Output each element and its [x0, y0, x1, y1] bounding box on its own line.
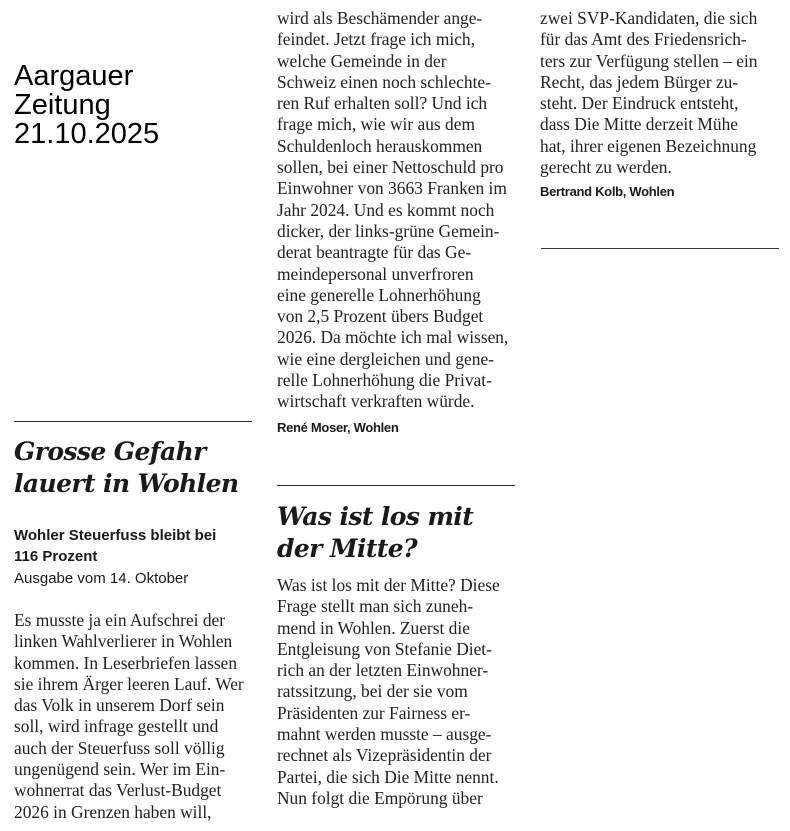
body-line: hat, ihrer eigenen Bezeichnung — [540, 135, 757, 156]
publication-name: Aargauer — [14, 60, 134, 92]
body-line: Jahr 2024. Und es kommt noch — [277, 199, 495, 220]
body-line: mahnt werden musste – ausge- — [277, 724, 492, 745]
body-line: Schuldenloch herauskommen — [277, 135, 483, 156]
body-line: wird als Beschämender ange- — [277, 8, 483, 28]
publication-stamp — [14, 62, 159, 149]
body-line: wie eine dergleichen und gene- — [277, 348, 494, 369]
body-line: auch der Steuerfuss soll völlig — [14, 737, 225, 758]
letter-2-author: Bertrand Kolb, Wohlen — [540, 184, 675, 199]
body-line: eine generelle Lohnerhöhung — [277, 284, 481, 305]
letter-1-body-col1 — [14, 610, 244, 823]
body-line: Schweiz einen noch schlechte- — [277, 71, 491, 92]
publication-name-line2: Zeitung — [14, 89, 111, 121]
letter-1-reference-title — [14, 525, 216, 567]
body-line: Einwohner von 3663 Franken im — [277, 178, 507, 199]
reference-title-line: 116 Prozent — [14, 548, 98, 565]
body-line: sie ihrem Ärger leeren Lauf. Wer — [14, 673, 244, 694]
body-line: ters zur Verfügung stellen – ein — [540, 50, 758, 71]
body-line: steht. Der Eindruck entsteht, — [540, 93, 739, 114]
body-line: rich an der letzten Einwohner- — [277, 660, 489, 681]
body-line: kommen. In Leserbriefen lassen — [14, 652, 238, 673]
body-line: ren Ruf erhalten soll? Und ich — [277, 93, 488, 114]
body-line: derat beantragte für das Ge- — [277, 242, 472, 263]
body-line: dass Die Mitte derzeit Mühe — [540, 114, 739, 135]
body-line: relle Lohnerhöhung die Privat- — [277, 370, 492, 391]
section-divider — [14, 421, 252, 422]
headline-line: Was ist los mit — [277, 502, 474, 531]
headline-line: der Mitte? — [277, 534, 418, 563]
body-line: linken Wahlverlierer in Wohlen — [14, 631, 233, 652]
body-line: wirtschaft verkraften würde. — [277, 391, 475, 412]
body-line: zwei SVP-Kandidaten, die sich — [540, 8, 758, 28]
body-line: Frage stellt man sich zuneh- — [277, 596, 474, 617]
body-line: für das Amt des Friedensrich- — [540, 29, 747, 50]
headline-line: Grosse Gefahr — [14, 437, 206, 466]
headline-line: lauert in Wohlen — [14, 469, 239, 498]
body-line: 2026 in Grenzen haben will, — [14, 801, 212, 822]
body-line: Partei, die sich Die Mitte nennt. — [277, 766, 499, 787]
letter-2-body-col3 — [540, 8, 757, 178]
body-line: wohnerrat das Verlust-Budget — [14, 780, 222, 801]
body-line: Recht, das jedem Bürger zu- — [540, 71, 739, 92]
body-line: sollen, bei einer Nettoschuld pro — [277, 157, 504, 178]
body-line: Nun folgt die Empörung über — [277, 787, 483, 808]
letter-2-body-col2 — [277, 575, 500, 809]
letter-2-headline — [277, 501, 473, 565]
body-line: gerecht zu werden. — [540, 157, 672, 178]
body-line: dicker, der links-grüne Gemein- — [277, 220, 500, 241]
body-line: meindepersonal unverfroren — [277, 263, 474, 284]
body-line: Präsidenten zur Fairness er- — [277, 702, 471, 723]
body-line: frage mich, wie wir aus dem — [277, 114, 475, 135]
body-line: 2026. Da möchte ich mal wissen, — [277, 327, 509, 348]
reference-title-line: Wohler Steuerfuss bleibt bei — [14, 527, 217, 544]
body-line: welche Gemeinde in der — [277, 50, 447, 71]
body-line: ungenügend sein. Wer im Ein- — [14, 759, 226, 780]
body-line: ratssitzung, bei der sie vom — [277, 681, 468, 702]
letter-1-reference-issue: Ausgabe vom 14. Oktober — [14, 570, 189, 587]
letter-1-author: René Moser, Wohlen — [277, 420, 399, 435]
body-line: soll, wird infrage gestellt und — [14, 716, 219, 737]
body-line: Entgleisung von Stefanie Diet- — [277, 638, 492, 659]
body-line: das Volk in unserem Dorf sein — [14, 695, 225, 716]
publication-date: 21.10.2025 — [14, 118, 160, 150]
body-line: mend in Wohlen. Zuerst die — [277, 617, 470, 638]
section-divider — [541, 248, 779, 249]
section-divider — [277, 485, 515, 486]
body-line: von 2,5 Prozent übers Budget — [277, 306, 484, 327]
letter-1-body-col2 — [277, 8, 508, 413]
body-line: feindet. Jetzt frage ich mich, — [277, 29, 475, 50]
letter-1-headline — [14, 436, 238, 500]
body-line: rechnet als Vizepräsidentin der — [277, 745, 492, 766]
body-line: Was ist los mit der Mitte? Diese — [277, 575, 500, 595]
body-line: Es musste ja ein Aufschrei der — [14, 610, 226, 630]
